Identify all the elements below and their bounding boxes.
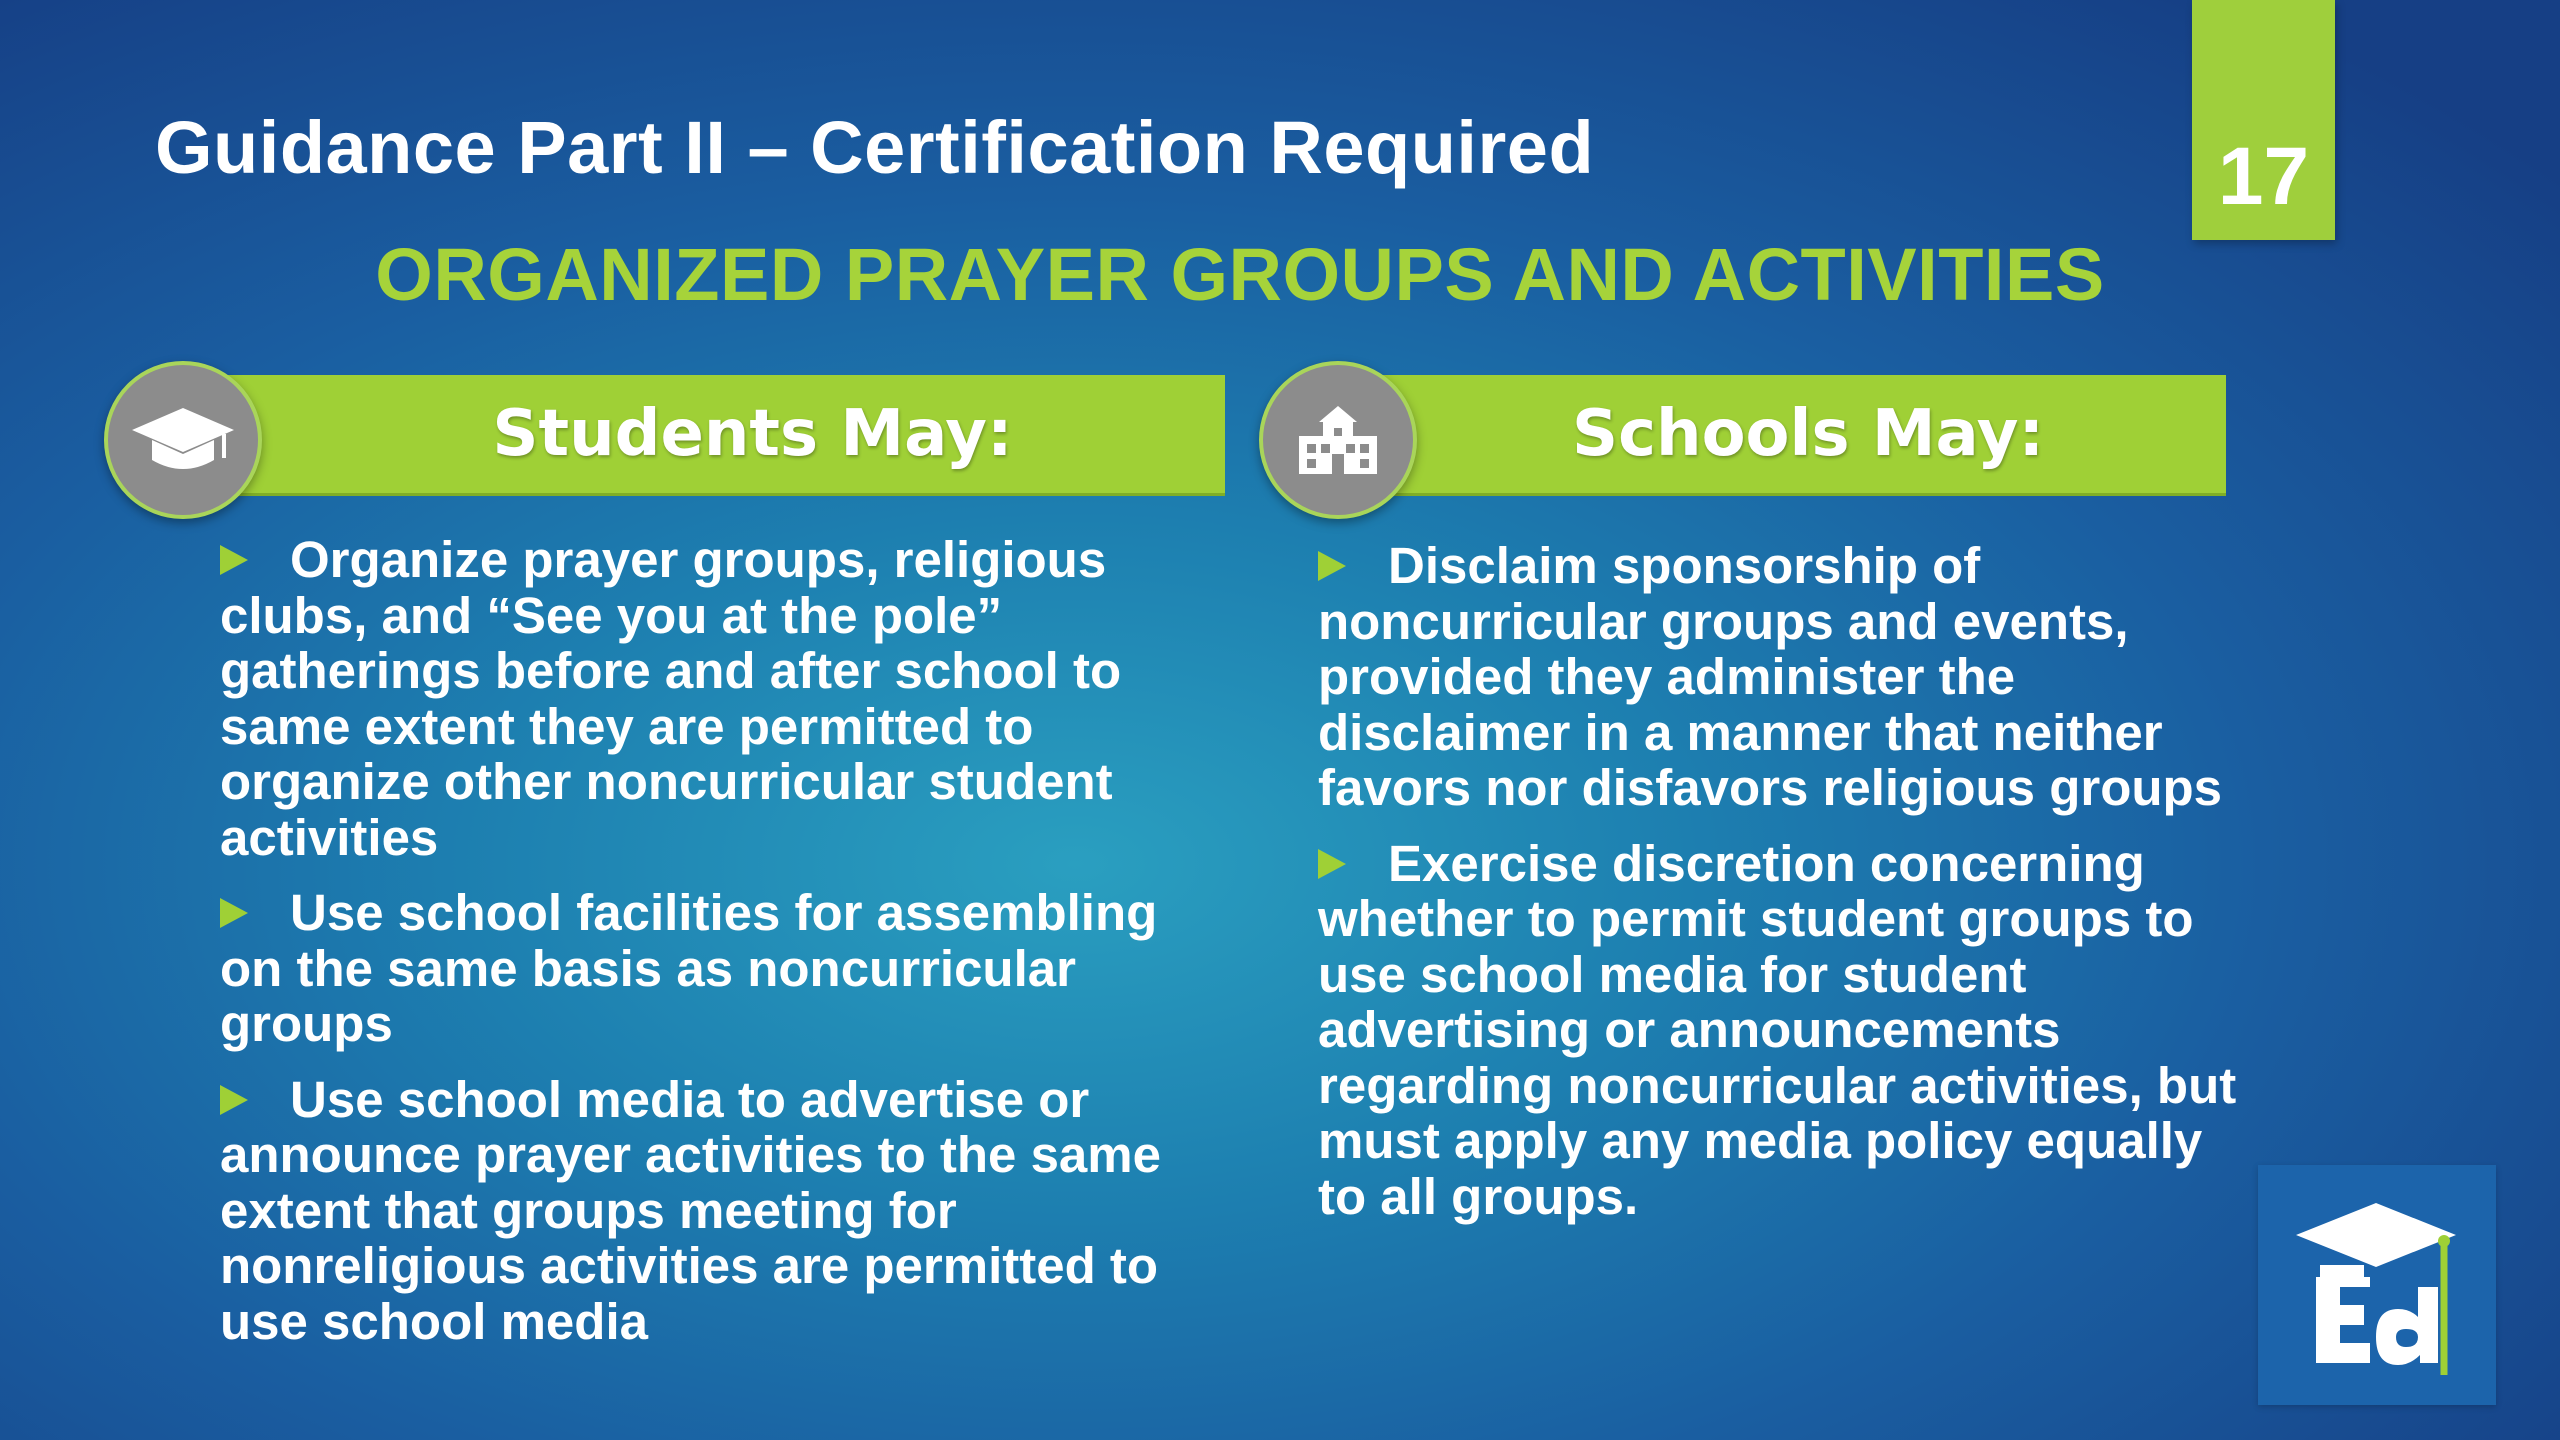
schools-header-label: Schools May: (1571, 397, 2045, 471)
bullet-text: Exercise discretion concerning whether to permit student groups to use school media for student advertising or announcements regarding noncurricular activities, but must apply any media policy equally to all groups. (1318, 834, 2237, 1225)
schools-header-bar (1360, 375, 2226, 496)
slide-title: Guidance Part II – Certification Required (155, 106, 1595, 189)
bullet-text: Disclaim sponsorship of noncurricular groups and events, provided they administer the disclaimer in a manner that neither favors nor disfavors religious groups (1318, 537, 2223, 816)
page-number-tab (2192, 0, 2335, 240)
students-header-bar (205, 375, 1225, 496)
list-item (220, 1072, 1220, 1350)
list-item (220, 532, 1220, 865)
list-item (1318, 836, 2258, 1225)
bullet-text: Use school media to advertise or announce prayer activities to the same extent that groups meeting for nonreligious activities are permitted to use school media (220, 1070, 1162, 1350)
bullet-arrow-icon (220, 545, 248, 575)
page-number: 17 (2217, 131, 2310, 222)
ed-logo-mark-icon (2258, 1165, 2496, 1405)
bullet-arrow-icon (1318, 849, 1346, 879)
students-bullet-list (220, 532, 1220, 1369)
students-icon-circle (104, 361, 262, 519)
bullet-arrow-icon (1318, 551, 1346, 581)
slide-subtitle: ORGANIZED PRAYER GROUPS AND ACTIVITIES (375, 233, 2105, 316)
students-header-label: Students May: (492, 397, 1013, 471)
graduation-cap-icon (128, 400, 238, 480)
ed-logo (2258, 1165, 2496, 1405)
bullet-text: Organize prayer groups, religious clubs, and “See you at the pole” gatherings before and after school to same extent they are permitted to organize other noncurricular student activities (220, 531, 1122, 866)
bullet-arrow-icon (220, 898, 248, 928)
list-item (220, 885, 1220, 1052)
bullet-arrow-icon (220, 1085, 248, 1115)
schools-icon-circle (1259, 361, 1417, 519)
school-building-icon (1293, 402, 1383, 478)
list-item (1318, 538, 2258, 816)
bullet-text: Use school facilities for assembling on the same basis as noncurricular groups (220, 884, 1158, 1052)
schools-bullet-list (1318, 538, 2258, 1244)
